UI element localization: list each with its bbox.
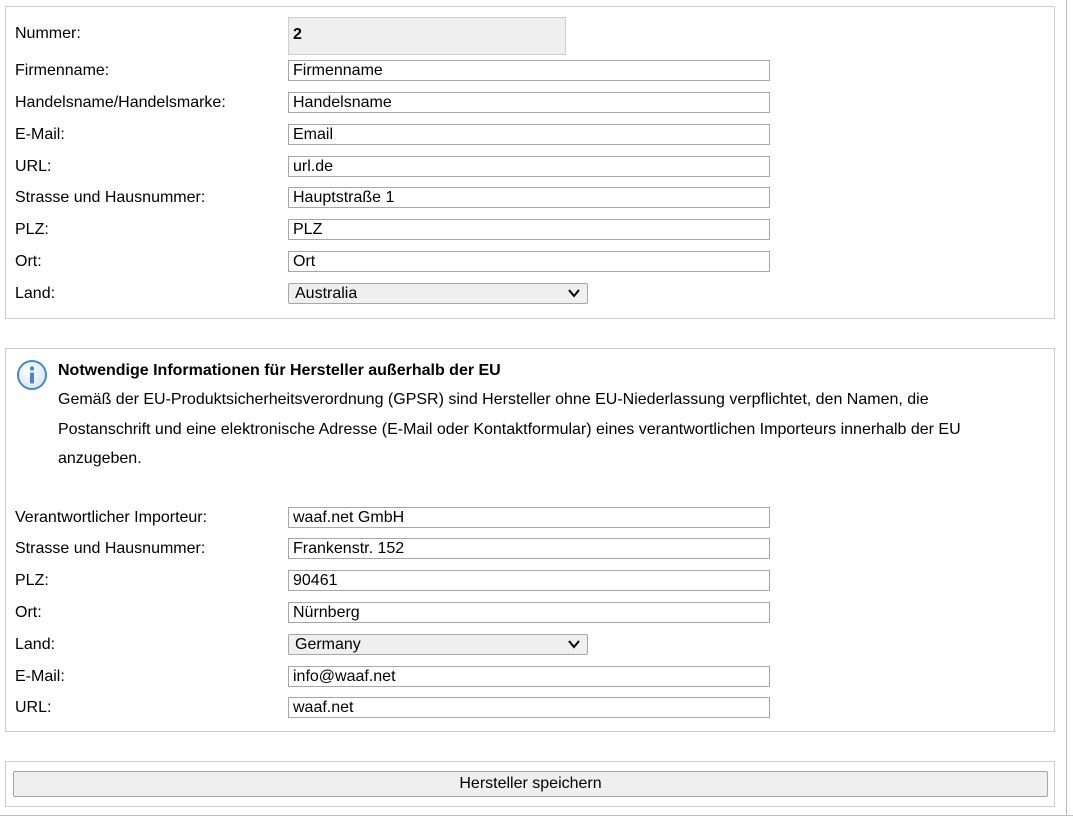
- zip-label: PLZ:: [15, 221, 49, 238]
- street-input[interactable]: [288, 187, 770, 208]
- city-label: Ort:: [15, 253, 42, 270]
- save-button[interactable]: Hersteller speichern: [13, 771, 1048, 797]
- importer-city-label: Ort:: [15, 604, 42, 621]
- save-section: [5, 761, 1055, 807]
- row-importer-name: [6, 506, 1054, 530]
- window-right-edge: [1066, 0, 1067, 816]
- trade-name-input[interactable]: [288, 92, 770, 113]
- row-email: [6, 123, 1054, 147]
- number-field: 2: [288, 17, 566, 55]
- importer-country-select[interactable]: [288, 634, 588, 655]
- importer-url-input[interactable]: [288, 697, 770, 718]
- country-select[interactable]: [288, 283, 588, 304]
- importer-email-label: E-Mail:: [15, 668, 65, 685]
- email-input[interactable]: [288, 124, 770, 145]
- row-importer-url: [6, 696, 1054, 720]
- url-input[interactable]: [288, 156, 770, 177]
- street-label: Strasse und Hausnummer:: [15, 189, 206, 206]
- row-zip: [6, 218, 1054, 242]
- row-trade-name: [6, 91, 1054, 115]
- row-importer-country: [6, 633, 1054, 657]
- row-importer-street: [6, 537, 1054, 561]
- importer-form: [5, 348, 1055, 732]
- importer-street-input[interactable]: [288, 538, 770, 559]
- importer-email-input[interactable]: [288, 666, 770, 687]
- row-importer-zip: [6, 569, 1054, 593]
- chevron-down-icon: [567, 637, 581, 651]
- importer-city-input[interactable]: [288, 602, 770, 623]
- importer-country-label: Land:: [15, 636, 56, 653]
- row-country: [6, 282, 1054, 306]
- row-importer-city: [6, 601, 1054, 625]
- window-bottom-edge: [0, 815, 1073, 816]
- company-input[interactable]: [288, 60, 770, 81]
- email-label: E-Mail:: [15, 126, 65, 143]
- number-label: Nummer:: [15, 25, 81, 42]
- info-title: Notwendige Informationen für Hersteller außerhalb der EU: [58, 362, 501, 379]
- importer-name-label: Verantwortlicher Importeur:: [15, 509, 208, 526]
- country-label: Land:: [15, 285, 56, 302]
- row-importer-email: [6, 665, 1054, 689]
- info-text: Gemäß der EU-Produktsicherheitsverordnung (GPSR) sind Hersteller ohne EU-Niederlassung verpflichtet, den Namen, die Postanschrift und eine elektronische Adresse (E-Mail oder Kontaktformular) eines verantwortlichen Importeurs innerhalb der EU anzugeben.: [58, 391, 961, 467]
- zip-input[interactable]: [288, 219, 770, 240]
- manufacturer-form: [5, 6, 1055, 319]
- importer-zip-input[interactable]: [288, 570, 770, 591]
- country-select-value: Australia: [295, 285, 358, 302]
- importer-country-select-value: Germany: [295, 636, 361, 653]
- city-input[interactable]: [288, 251, 770, 272]
- info-icon: [16, 359, 48, 391]
- row-city: [6, 250, 1054, 274]
- importer-street-label: Strasse und Hausnummer:: [15, 540, 206, 557]
- importer-url-label: URL:: [15, 699, 52, 716]
- row-url: [6, 155, 1054, 179]
- row-company: [6, 59, 1054, 83]
- importer-zip-label: PLZ:: [15, 572, 49, 589]
- chevron-down-icon: [567, 286, 581, 300]
- importer-name-input[interactable]: [288, 507, 770, 528]
- company-label: Firmenname:: [15, 62, 110, 79]
- trade-name-label: Handelsname/Handelsmarke:: [15, 94, 226, 111]
- row-street: [6, 186, 1054, 210]
- url-label: URL:: [15, 158, 52, 175]
